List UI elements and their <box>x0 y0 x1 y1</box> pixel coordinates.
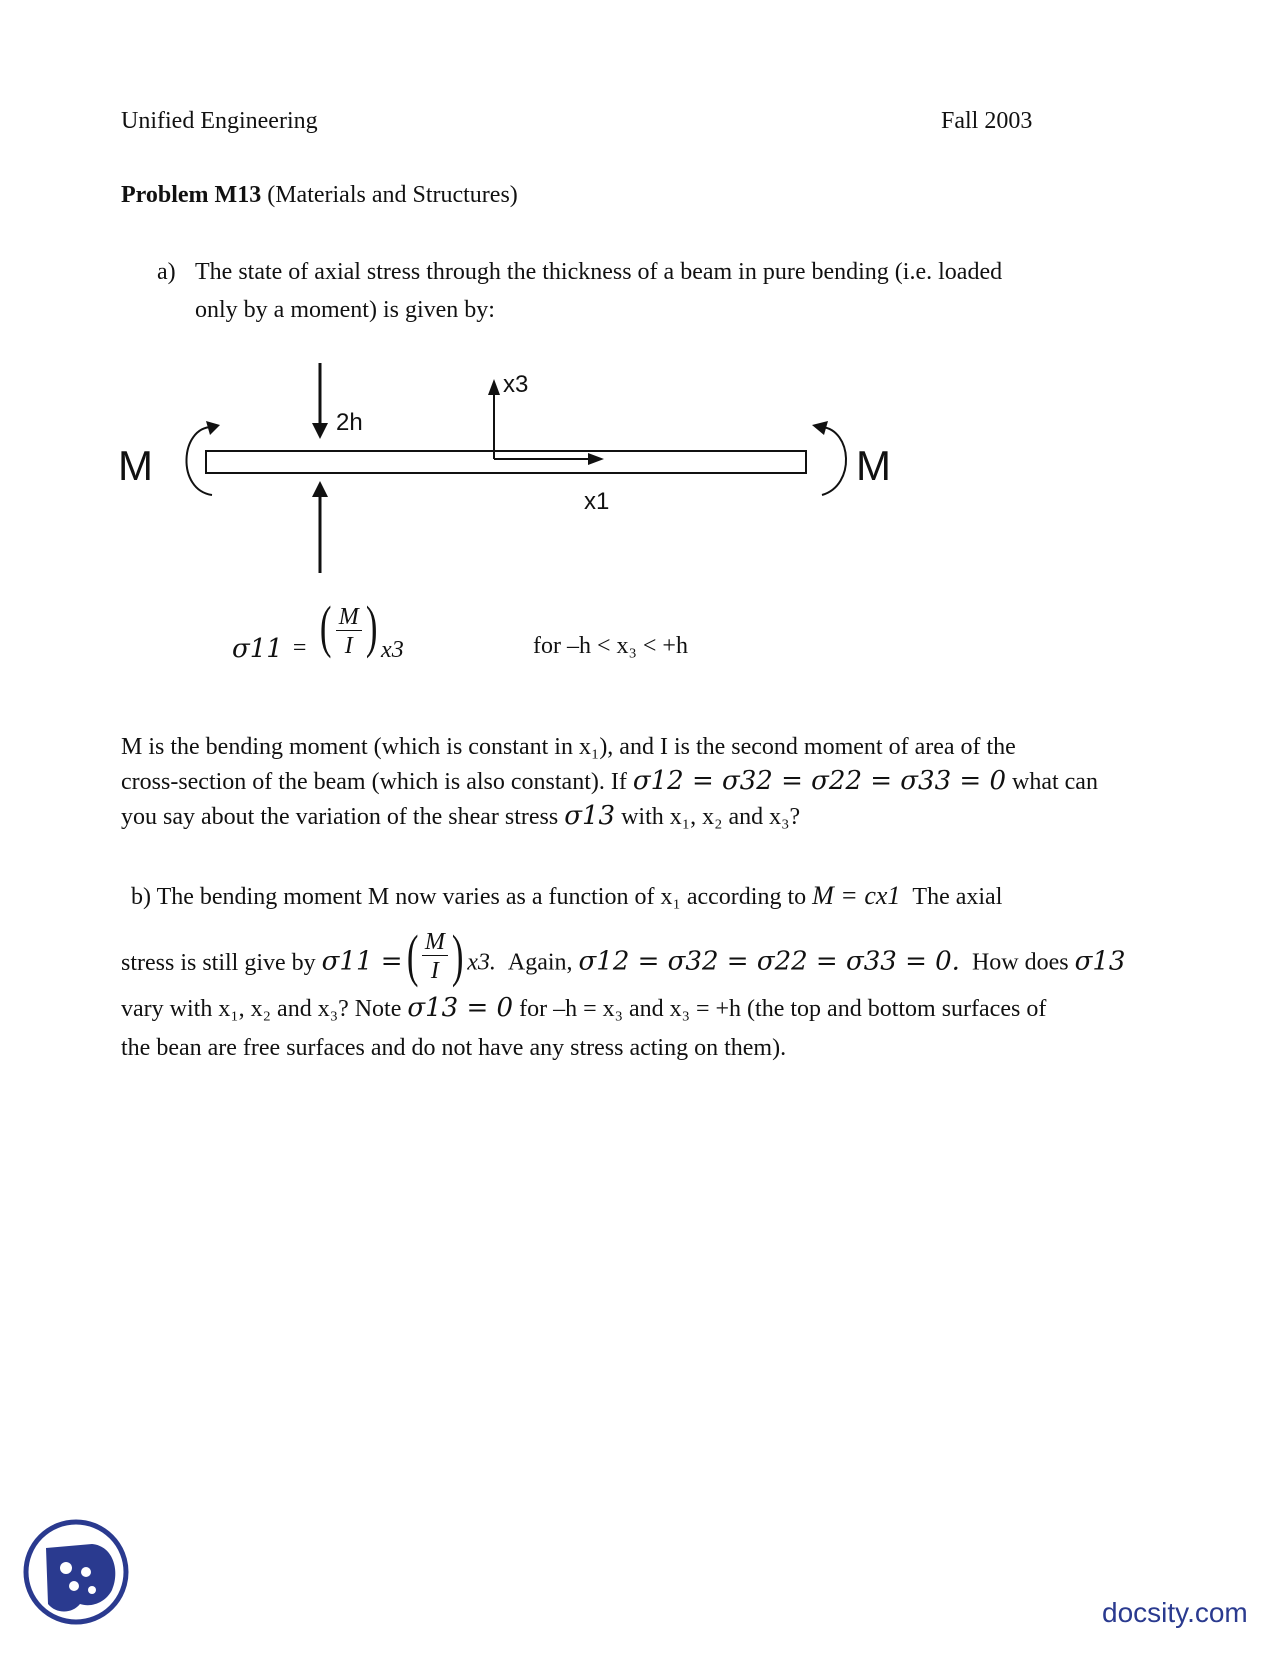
stress-equation: σ11 = ( $\frac{M}{I}$ ) x3 <box>232 594 404 664</box>
part-b-label: b) <box>131 884 151 910</box>
docsity-brand[interactable]: docsity.com <box>1102 1597 1248 1628</box>
part-a-line2: only by a moment) is given by: <box>195 297 495 323</box>
part-a-para-line1: M is the bending moment (which is constant in x₁), and I is the second moment of area of the <box>121 734 1016 760</box>
moment-label-right: M <box>856 442 891 489</box>
thickness-label: 2h <box>336 409 363 436</box>
problem-title <box>121 182 518 209</box>
x1-axis-label: x1 <box>584 488 610 515</box>
header-course: Unified Engineering <box>121 108 318 134</box>
problem-title-bold: Problem M13 <box>121 182 262 208</box>
problem-title-rest: (Materials and Structures) <box>261 182 518 208</box>
boundary-condition: σ13 = 0 <box>407 993 514 1023</box>
part-b-line1: b) The bending moment M now varies as a function of x₁ according to M = cx1 The axial <box>131 881 1003 910</box>
part-b-shear-symbol: σ13 <box>1074 946 1126 977</box>
zero-stress-equation: σ12 = σ32 = σ22 = σ33 = 0 <box>632 766 1006 796</box>
range-text: for –h < x₃ < +h <box>533 633 688 659</box>
equation-variable: x3 <box>381 636 404 663</box>
part-b-equation-lhs: σ11 = <box>321 946 403 977</box>
moment-label-left: M <box>118 442 153 489</box>
part-b-zero-stress: σ12 = σ32 = σ22 = σ33 = 0. <box>578 946 960 977</box>
equation-denominator: I <box>344 632 353 659</box>
part-a-para-line2: cross-section of the beam (which is also constant). If σ12 = σ32 = σ22 = σ33 = 0 what can <box>121 766 1098 796</box>
part-b-variable: x3. <box>467 949 496 976</box>
part-a-para-line3: you say about the variation of the shear stress σ13 with x₁, x₂ and x₃? <box>121 801 801 831</box>
part-b-denominator: I <box>430 957 439 984</box>
moment-arc-left <box>186 427 212 495</box>
part-b-line4: the bean are free surfaces and do not have any stress acting on them). <box>121 1035 787 1061</box>
part-b-line2: stress is still give by σ11 =( $\frac{M}{I}$ ) x3. Again, σ12 = σ32 = σ22 = σ33 = 0. How does σ13 <box>121 923 1126 988</box>
shear-stress-symbol: σ13 <box>564 801 616 831</box>
equation-numerator: M <box>336 605 362 631</box>
part-b-line3: vary with x₁, x₂ and x₃? Note σ13 = 0 for –h = x₃ and x₃ = +h (the top and bottom surfaces of <box>121 993 1047 1023</box>
header-term: Fall 2003 <box>941 108 1033 134</box>
docsity-logo-icon <box>22 1516 130 1628</box>
beam-rect <box>206 451 806 473</box>
moment-arc-right <box>822 427 846 495</box>
x3-axis-label: x3 <box>503 371 529 398</box>
part-b-numerator: M <box>422 930 448 956</box>
part-a-line1: The state of axial stress through the thickness of a beam in pure bending (i.e. loaded <box>195 259 1003 285</box>
part-a-label: a) <box>157 259 176 285</box>
equation-lhs: σ11 <box>232 633 283 664</box>
moment-equation: M = cx1 <box>812 881 901 910</box>
